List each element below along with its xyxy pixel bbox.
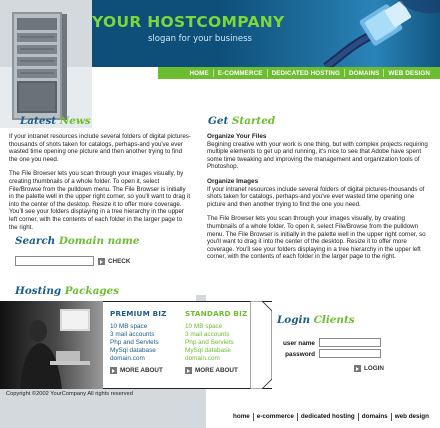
- footer-nav-e-commerce[interactable]: e-commerce: [256, 413, 294, 420]
- get-started-heading: Organize Images: [207, 177, 259, 185]
- latest-news-body: [9, 133, 191, 238]
- get-started-paragraph: Begining creative with your work is one thing, but with complex projects requiring multiple elements to get up and running, it's nice to see that Adobe have spent some time tweaking and improving the management and organization tools of Photoshop.: [207, 140, 428, 171]
- arrow-right-icon: [354, 365, 361, 372]
- footer-nav-dedicated-hosting[interactable]: dedicated hosting: [300, 413, 355, 420]
- standard-feature: MySql database: [185, 346, 231, 354]
- username-label: user name: [283, 340, 315, 347]
- latest-news-title-part2: News: [59, 115, 91, 127]
- login-title-part2: Clients: [313, 314, 355, 326]
- username-field[interactable]: [319, 338, 381, 347]
- arrow-right-icon: [98, 258, 105, 265]
- latest-news-paragraph: The File Browser lets you scan through your images visually, by creating thumbnails of a whole folder. To open it, select File/Browse from the pulldown menu. The File Browser is initially in the palette well in the upper right corner, so you'll want to drag it into the center of the desktop. Resize it to offer more coverage. You'll see your folders displaying in a tree hierarchy in the upper left corner, with the contents of each folder in the larger page to the right.: [9, 170, 191, 231]
- search-domain-title-part1: Search: [15, 235, 59, 247]
- premium-features: [110, 323, 159, 363]
- premium-feature: Php and Servlets: [110, 338, 159, 346]
- footer-nav: [206, 405, 440, 428]
- more-about-label: MORE ABOUT: [195, 367, 238, 374]
- network-cable-image: [312, 0, 440, 67]
- get-started-heading: Organize Your Files: [207, 133, 267, 140]
- password-field[interactable]: [319, 349, 381, 358]
- premium-feature: MySql database: [110, 346, 156, 354]
- password-label: password: [285, 351, 315, 358]
- standard-features: [185, 323, 234, 363]
- get-started-paragraph: If your intranet resources include several folders of digital pictures-thousands of shots taken for catalogs, perhaps-and you've ever wasted time opening one picture and then another trying to find the one you need.: [207, 185, 425, 208]
- get-started-title: [208, 115, 275, 127]
- hosting-packages-title: [15, 285, 119, 297]
- more-about-label: MORE ABOUT: [120, 367, 163, 374]
- domain-search-input[interactable]: [15, 256, 94, 266]
- premium-more-about-button[interactable]: [110, 367, 163, 374]
- arrow-right-icon: [185, 367, 192, 374]
- premium-feature: 10 MB space: [110, 323, 148, 330]
- standard-feature: 10 MB space: [185, 323, 223, 330]
- get-started-paragraph: The File Browser lets you scan through your images visually, by creating thumbnails of a whole folder. To open it, select File/Browse from the pulldown menu. The File Browser is initially in the palette well in the upper right corner, so you'll want to drag it into the center of the desktop. Resize it to offer more coverage. You'll see your folders displaying in a tree hierarchy in the upper left corner, with the contents of each folder in the larger page to the right.: [207, 215, 426, 261]
- search-domain-title: [15, 235, 140, 247]
- login-clients-title: [277, 314, 355, 326]
- get-started-body: [207, 133, 431, 268]
- copyright-text: Copyright ©2002 YourCompany All rights reserved: [6, 391, 133, 397]
- standard-feature: Php and Servlets: [185, 338, 234, 346]
- nav-e-commerce[interactable]: E-COMMERCE: [217, 69, 263, 77]
- logo-title[interactable]: YOUR HOSTCOMPANY: [92, 13, 285, 31]
- nav-web-design[interactable]: WEB DESIGN: [388, 69, 430, 77]
- hosting-packages-title-part1: Hosting: [15, 285, 65, 297]
- latest-news-title-part1: Latest: [20, 115, 60, 127]
- latest-news-title: [20, 115, 91, 127]
- footer-nav-domains[interactable]: domains: [361, 413, 388, 420]
- header: [0, 0, 440, 128]
- footer-nav-home[interactable]: home: [233, 413, 250, 420]
- premium-package-name: PREMIUM BIZ: [110, 309, 167, 318]
- get-started-title-part2: Started: [231, 115, 276, 127]
- standard-more-about-button[interactable]: [185, 367, 238, 374]
- premium-feature: 3 mail accounts: [110, 330, 155, 338]
- search-domain-title-part2: Domain name: [58, 235, 140, 247]
- arrow-right-icon: [110, 367, 117, 374]
- packages-curl-edge: [250, 301, 272, 389]
- nav-domains[interactable]: DOMAINS: [348, 69, 380, 77]
- main-nav: [158, 67, 440, 79]
- standard-feature: domain.com: [185, 354, 220, 362]
- hosting-packages-title-part2: Packages: [64, 285, 120, 297]
- get-started-title-part1: Get: [208, 115, 232, 127]
- logo-slogan: slogan for your business: [148, 34, 252, 44]
- latest-news-paragraph: If your intranet resources include several folders of digital pictures-thousands of shots taken for catalogs, perhaps-and you've ever wasted time opening one picture and then another trying to find the one you need.: [9, 133, 191, 163]
- login-button[interactable]: [354, 365, 384, 372]
- server-tower-image: [10, 10, 68, 122]
- premium-feature: domain.com: [110, 354, 145, 362]
- check-button-label: CHECK: [108, 258, 131, 265]
- login-button-label: LOGIN: [364, 365, 384, 372]
- footer-nav-web-design[interactable]: web design: [394, 413, 429, 420]
- login-title-part1: Login: [277, 314, 314, 326]
- nav-dedicated-hosting[interactable]: DEDICATED HOSTING: [271, 69, 340, 77]
- businessman-photo: [0, 301, 103, 389]
- standard-package-name: STANDARD BIZ: [185, 309, 248, 318]
- check-domain-button[interactable]: [98, 258, 130, 265]
- standard-feature: 3 mail accounts: [185, 330, 230, 338]
- nav-home[interactable]: HOME: [189, 69, 209, 77]
